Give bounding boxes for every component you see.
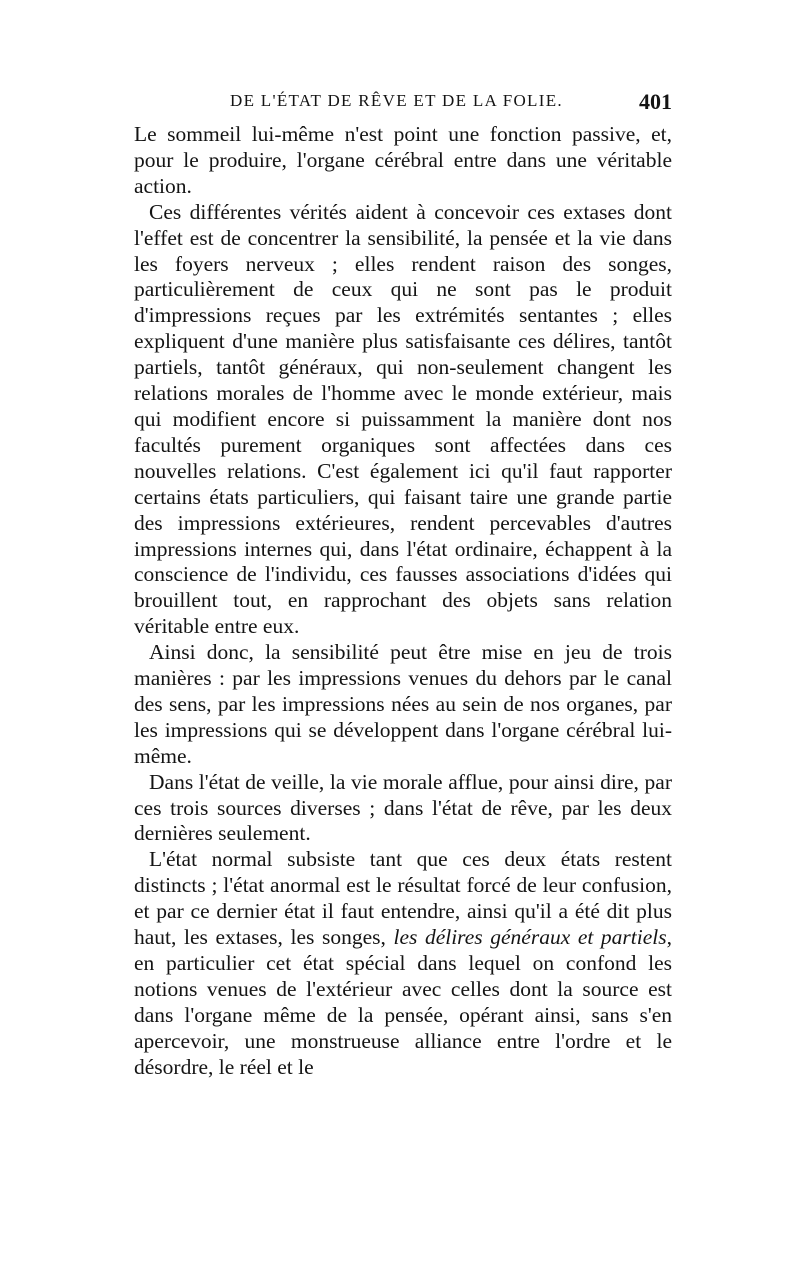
paragraph-5-italic-phrase: les délires généraux et partiels [393,925,667,950]
paragraph-4: Dans l'état de veille, la vie morale afflue, pour ainsi dire, par ces trois sources diverses ; dans l'état de rêve, par les deux dernières seulement. [134,769,672,846]
paragraph-1: Le sommeil lui-même n'est point une fonction passive, et, pour le produire, l'organe cérébral entre dans une véritable action. [134,122,672,198]
page-header [134,89,672,119]
page-number: 401 [639,89,672,114]
paragraph-5-text-end: , en particulier cet état spécial dans lequel on confond les notions venues de l'extérieur avec celles dont la source est dans l'organe même de la pensée, opérant ainsi, sans s'en apercevoir, une monstrueuse alliance entre l'ordre et le désordre, le réel et le [134,925,673,1079]
body-text [134,122,672,1081]
paragraph-5-text-start: L'état normal subsiste tant que ces deux états restent distincts ; l'état anormal est le résultat forcé de leur confusion, et par ce dernier état il faut entendre, ainsi qu'il a été dit plus haut, les extases, les songes, [134,847,672,950]
paragraph-5 [134,847,672,1080]
paragraph-2: Ces différentes vérités aident à concevoir ces extases dont l'effet est de concentrer la sensibilité, la pensée et la vie dans les foyers nerveux ; elles rendent raison des songes, particulièrement de ceux qui ne sont pas le produit d'impressions reçues par les extrémités sentantes ; elles expliquent d'une manière plus satisfaisante ces délires, tantôt partiels, tantôt généraux, qui non-seulement changent les relations morales de l'homme avec le monde extérieur, mais qui modifient encore si puissamment la manière dont nos facultés purement organiques sont affectées dans ces nouvelles relations. C'est également ici qu'il faut rapporter certains états particuliers, qui faisant taire une grande partie des impressions extérieures, rendent percevables d'autres impressions internes qui, dans l'état ordinaire, échappent à la conscience de l'individu, ces fausses associations d'idées qui brouillent tout, en rapprochant des objets sans relation véritable entre eux. [134,199,672,639]
running-title: DE L'ÉTAT DE RÊVE ET DE LA FOLIE. [230,91,563,110]
paragraph-3: Ainsi donc, la sensibilité peut être mise en jeu de trois manières : par les impressions venues du dehors par le canal des sens, par les impressions nées au sein de nos organes, par les impressions qui se développent dans l'organe cérébral lui-même. [134,640,672,768]
